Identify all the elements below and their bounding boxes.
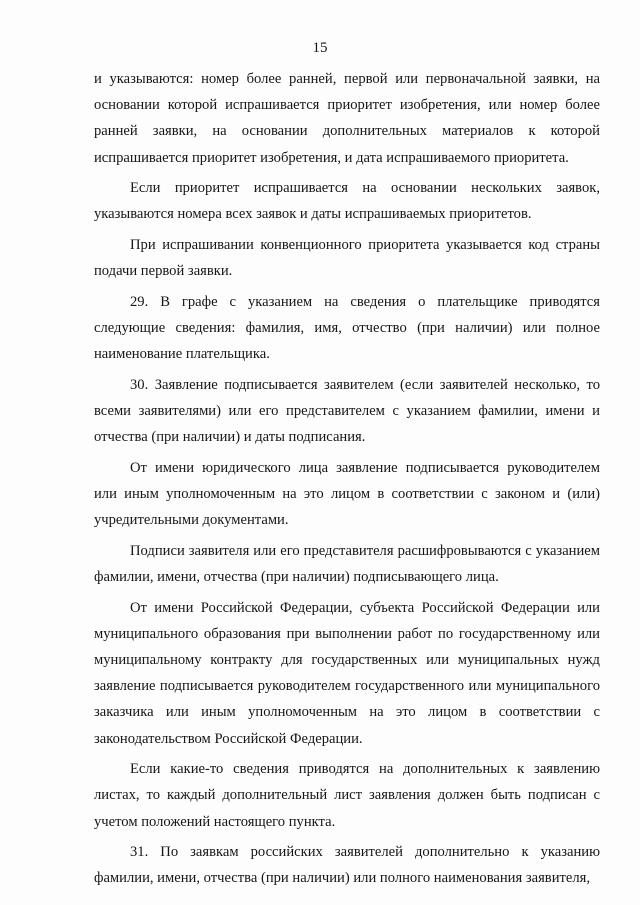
paragraph-signatures: Подписи заявителя или его представителя расшифровываются с указанием фамилии, имени, отчества (при наличии) подписывающего лица. (94, 542, 600, 585)
paragraph-continuation: и указываются: номер более ранней, первой или первоначальной заявки, на основании которой испрашивается приоритет изобретения, или номер более ранней заявки, на основании дополнительных материалов к которой испрашивается приоритет изобретения, и дата испрашиваемого приоритета. (94, 71, 600, 166)
page-number: 15 (312, 40, 328, 56)
paragraph-item-29: 29. В графе с указанием на сведения о плательщике приводятся следующие сведения: фамилия, имя, отчество (при наличии) или полное наименование плательщика. (94, 293, 600, 363)
paragraph-additional-sheets: Если какие-то сведения приводятся на дополнительных к заявлению листах, то каждый дополнительный лист заявления должен быть подписан с учетом положений настоящего пункта. (94, 761, 600, 830)
paragraph-legal-entity: От имени юридического лица заявление подписывается руководителем или иным уполномоченным на это лицом в соответствии с законом и (или) учредительными документами. (94, 459, 600, 529)
paragraph-item-31: 31. По заявкам российских заявителей дополнительно к указанию фамилии, имени, отчества (при наличии) или полного наименования заявителя, (94, 844, 600, 887)
paragraph-multiple-priority: Если приоритет испрашивается на основании нескольких заявок, указываются номера всех заявок и даты испрашиваемых приоритетов. (94, 180, 600, 223)
paragraph-convention-priority: При испрашивании конвенционного приоритета указывается код страны подачи первой заявки. (94, 237, 600, 280)
document-body (94, 66, 600, 896)
paragraph-russian-federation: От имени Российской Федерации, субъекта Российской Федерации или муниципального образования при выполнении работ по государственному или муниципальному контракту для государственных или муниципальных нужд заявление подписывается руководителем государственного или муниципального заказчика или иным уполномоченным на это лицом в соответствии с законодательством Российской Федерации. (94, 599, 600, 747)
paragraph-item-30: 30. Заявление подписывается заявителем (если заявителей несколько, то всеми заявителями) или его представителем с указанием фамилии, имени и отчества (при наличии) и даты подписания. (94, 376, 600, 446)
